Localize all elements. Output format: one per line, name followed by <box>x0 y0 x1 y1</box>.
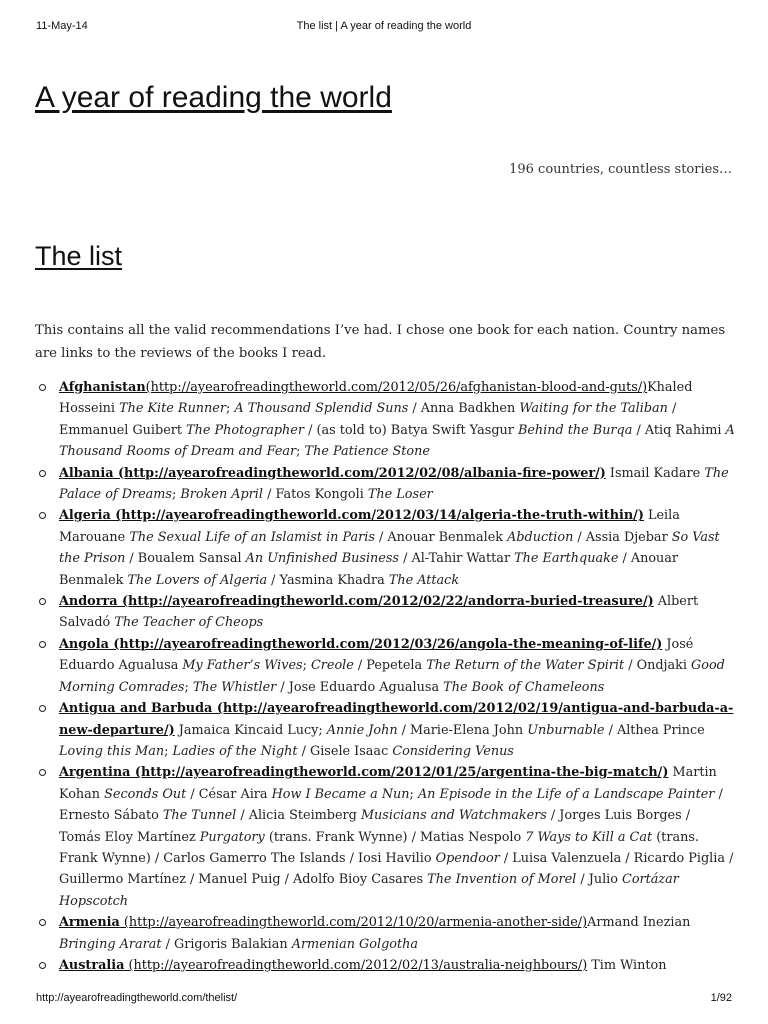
review-url: (http://ayearofreadingtheworld.com/2012/02/19/antigua-and-barbuda-a-new-departure/) <box>59 701 734 738</box>
country-list <box>35 377 735 976</box>
country-name: Armenia <box>59 915 120 931</box>
book-title: Cortázar Hopscotch <box>59 872 679 909</box>
recommendation-text: / Assia Djebar <box>573 529 672 545</box>
recommendation-text: / Jose Eduardo Agualusa <box>276 679 444 695</box>
recommendation-text: / Gisele Isaac <box>297 743 393 759</box>
book-title: The Patience Stone <box>304 444 430 460</box>
recommendation-text: José Eduardo Agualusa <box>59 636 694 674</box>
recommendation-text: ; <box>164 743 173 759</box>
bullet-icon <box>39 384 46 391</box>
country-link[interactable] <box>59 637 662 652</box>
recommendation-text: / Anouar Benmalek <box>374 529 508 545</box>
print-footer <box>36 992 732 1008</box>
book-title: Good Morning Comrades <box>59 658 725 695</box>
recommendation-text: / Anna Badkhen <box>408 401 520 417</box>
country-link[interactable] <box>59 594 654 609</box>
recommendation-text: Khaled Hosseini <box>59 380 693 417</box>
print-page-title: The list | A year of reading the world <box>296 20 472 32</box>
bullet-icon <box>39 641 46 648</box>
country-name: Argentina <box>59 765 131 781</box>
review-url: (http://ayearofreadingtheworld.com/2012/02/08/albania-fire-power/) <box>113 465 606 481</box>
recommendation-text: / Pepetela <box>353 658 427 674</box>
recommendation-text: Albert Salvadó <box>59 594 699 631</box>
recommendation-text: Jamaica Kincaid Lucy; <box>174 722 327 738</box>
review-url: (http://ayearofreadingtheworld.com/2012/10/20/armenia-another-side/) <box>119 915 588 931</box>
recommendation-text: ; <box>172 487 181 503</box>
book-title: An Episode in the Life of a Landscape Painter <box>417 786 715 802</box>
recommendation-text: / Boualem Sansal <box>125 551 246 567</box>
bullet-icon <box>39 705 46 712</box>
book-title: The Invention of Morel <box>427 872 577 888</box>
recommendation-text: / Althea Prince <box>604 722 705 738</box>
book-title: The Attack <box>388 572 460 588</box>
book-title: Waiting for the Taliban <box>519 401 668 417</box>
review-url: (http://ayearofreadingtheworld.com/2012/02/22/andorra-buried-treasure/) <box>117 594 654 610</box>
country-link[interactable] <box>59 765 668 780</box>
book-title: Behind the Burqa <box>517 422 633 438</box>
country-link[interactable] <box>59 915 587 930</box>
book-title: The Loser <box>367 487 433 503</box>
book-title: The Lovers of Algeria <box>127 572 268 588</box>
book-title: A Thousand Splendid Suns <box>234 401 409 417</box>
country-name: Antigua and Barbuda <box>59 701 213 717</box>
review-url: (http://ayearofreadingtheworld.com/2012/05/26/afghanistan-blood-and-guts/) <box>145 380 648 395</box>
book-title: Armenian Golgotha <box>291 936 418 952</box>
site-title-link[interactable]: A year of reading the world <box>35 81 392 114</box>
recommendation-text: / César Aira <box>186 786 272 802</box>
list-item <box>35 912 735 955</box>
book-title: So Vast the Prison <box>59 529 720 567</box>
list-item <box>35 591 735 634</box>
country-name: Algeria <box>59 508 111 524</box>
book-title: How I Became a Nun <box>271 786 410 802</box>
list-item <box>35 698 735 762</box>
book-title: Loving this Man <box>59 743 165 759</box>
recommendation-text: / (as told to) Batya Swift Yasgur <box>304 422 518 438</box>
list-item <box>35 377 735 463</box>
page-title: The list <box>35 241 123 271</box>
recommendation-text: / Emmanuel Guibert <box>59 401 677 438</box>
book-title: Seconds Out <box>104 786 187 802</box>
recommendation-text: Leila Marouane <box>59 508 680 545</box>
recommendation-text: / Julio <box>576 872 623 888</box>
bullet-icon <box>39 962 46 969</box>
bullet-icon <box>39 919 46 926</box>
site-tagline: 196 countries, countless stories… <box>509 162 732 177</box>
book-title: The Whistler <box>192 679 277 695</box>
country-name: Afghanistan <box>59 380 146 395</box>
book-title: Broken April <box>180 487 263 503</box>
review-url: (http://ayearofreadingtheworld.com/2012/01/25/argentina-the-big-match/) <box>130 765 669 781</box>
list-item <box>35 955 735 976</box>
recommendation-text: ; <box>296 444 305 460</box>
book-title: The Return of the Water Spirit <box>426 658 625 674</box>
recommendation-text: ; <box>302 658 311 674</box>
recommendation-text: ; <box>409 786 418 802</box>
recommendation-text: / Grigoris Balakian <box>161 936 292 952</box>
country-name: Angola <box>59 636 109 652</box>
book-title: 7 Ways to Kill a Cat <box>525 829 653 845</box>
bullet-icon <box>39 598 46 605</box>
recommendation-text: ; <box>184 679 193 695</box>
recommendation-text: / Luisa Valenzuela / Ricardo Piglia / Guillermo Martínez / Manuel Puig / Adolfo Bioy Casares <box>59 850 734 888</box>
recommendation-text: Ismail Kadare <box>605 465 705 481</box>
book-title: The Photographer <box>186 422 304 438</box>
book-title: A Thousand Rooms of Dream and Fear <box>59 422 735 460</box>
list-item <box>35 762 735 912</box>
recommendation-text: / Alicia Steimberg <box>236 808 361 824</box>
country-name: Andorra <box>59 594 118 610</box>
book-title: The Earthquake <box>514 551 619 567</box>
book-title: An Unfinished Business <box>245 551 400 567</box>
country-link[interactable] <box>59 466 606 481</box>
recommendation-text: / Ondjaki <box>624 658 692 674</box>
recommendation-text: / Jorges Luis Borges / Tomás Eloy Martínez <box>59 808 691 845</box>
book-title: Bringing Ararat <box>59 936 162 952</box>
recommendation-text: / Yasmina Khadra <box>267 572 389 588</box>
book-title: The Teacher of Cheops <box>114 615 264 631</box>
recommendation-text: / Atiq Rahimi <box>632 422 726 438</box>
recommendation-text: / Ernesto Sábato <box>59 786 723 824</box>
recommendation-text: / Anouar Benmalek <box>59 551 679 588</box>
list-item <box>35 463 735 506</box>
bullet-icon <box>39 769 46 776</box>
book-title: Considering Venus <box>392 743 514 759</box>
book-title: Annie John <box>326 722 398 738</box>
book-title: The Book of Chameleons <box>443 679 605 695</box>
review-url: (http://ayearofreadingtheworld.com/2012/02/13/australia-neighbours/) <box>124 957 588 973</box>
country-name: Albania <box>59 465 114 481</box>
recommendation-text: / Al-Tahir Wattar <box>399 551 515 567</box>
book-title: Purgatory <box>199 829 265 845</box>
print-page-number: 1/92 <box>710 992 732 1004</box>
recommendation-text: (trans. Frank Wynne) / Matias Nespolo <box>264 829 526 845</box>
book-title: Creole <box>311 658 354 674</box>
list-item <box>35 634 735 698</box>
review-url: (http://ayearofreadingtheworld.com/2012/03/26/angola-the-meaning-of-life/) <box>108 636 663 652</box>
country-name: Australia <box>59 957 125 973</box>
recommendation-text: Martin Kohan <box>59 765 717 802</box>
book-title: Opendoor <box>435 850 500 866</box>
recommendation-text: / Fatos Kongoli <box>263 487 368 503</box>
print-footer-url: http://ayearofreadingtheworld.com/thelist/ <box>36 992 238 1004</box>
recommendation-text: ; <box>225 401 235 417</box>
list-item <box>35 505 735 591</box>
recommendation-text: (trans. Frank Wynne) / Carlos Gamerro The Islands / Iosi Havilio <box>59 829 699 866</box>
print-header <box>36 20 732 36</box>
country-link[interactable] <box>59 958 587 973</box>
recommendation-text: Tim Winton <box>587 957 667 973</box>
country-link[interactable] <box>59 508 644 523</box>
bullet-icon <box>39 512 46 519</box>
recommendation-text: / Marie-Elena John <box>397 722 528 738</box>
country-link[interactable] <box>59 380 647 395</box>
bullet-icon <box>39 470 46 477</box>
intro-paragraph: This contains all the valid recommendations I’ve had. I chose one book for each nation. Country names are links to the reviews of the books I read. <box>35 323 726 361</box>
book-title: My Father’s Wives <box>182 658 303 674</box>
book-title: Abduction <box>507 529 574 545</box>
book-title: Unburnable <box>527 722 605 738</box>
print-date: 11-May-14 <box>36 20 88 32</box>
book-title: The Tunnel <box>162 808 237 824</box>
book-title: Musicians and Watchmakers <box>360 808 547 824</box>
recommendation-text: Armand Inezian <box>587 915 691 931</box>
book-title: The Kite Runner <box>119 401 226 417</box>
book-title: The Sexual Life of an Islamist in Paris <box>129 529 375 545</box>
review-url: (http://ayearofreadingtheworld.com/2012/03/14/algeria-the-truth-within/) <box>110 508 644 524</box>
book-title: Ladies of the Night <box>172 743 298 759</box>
book-title: The Palace of Dreams <box>59 465 729 503</box>
